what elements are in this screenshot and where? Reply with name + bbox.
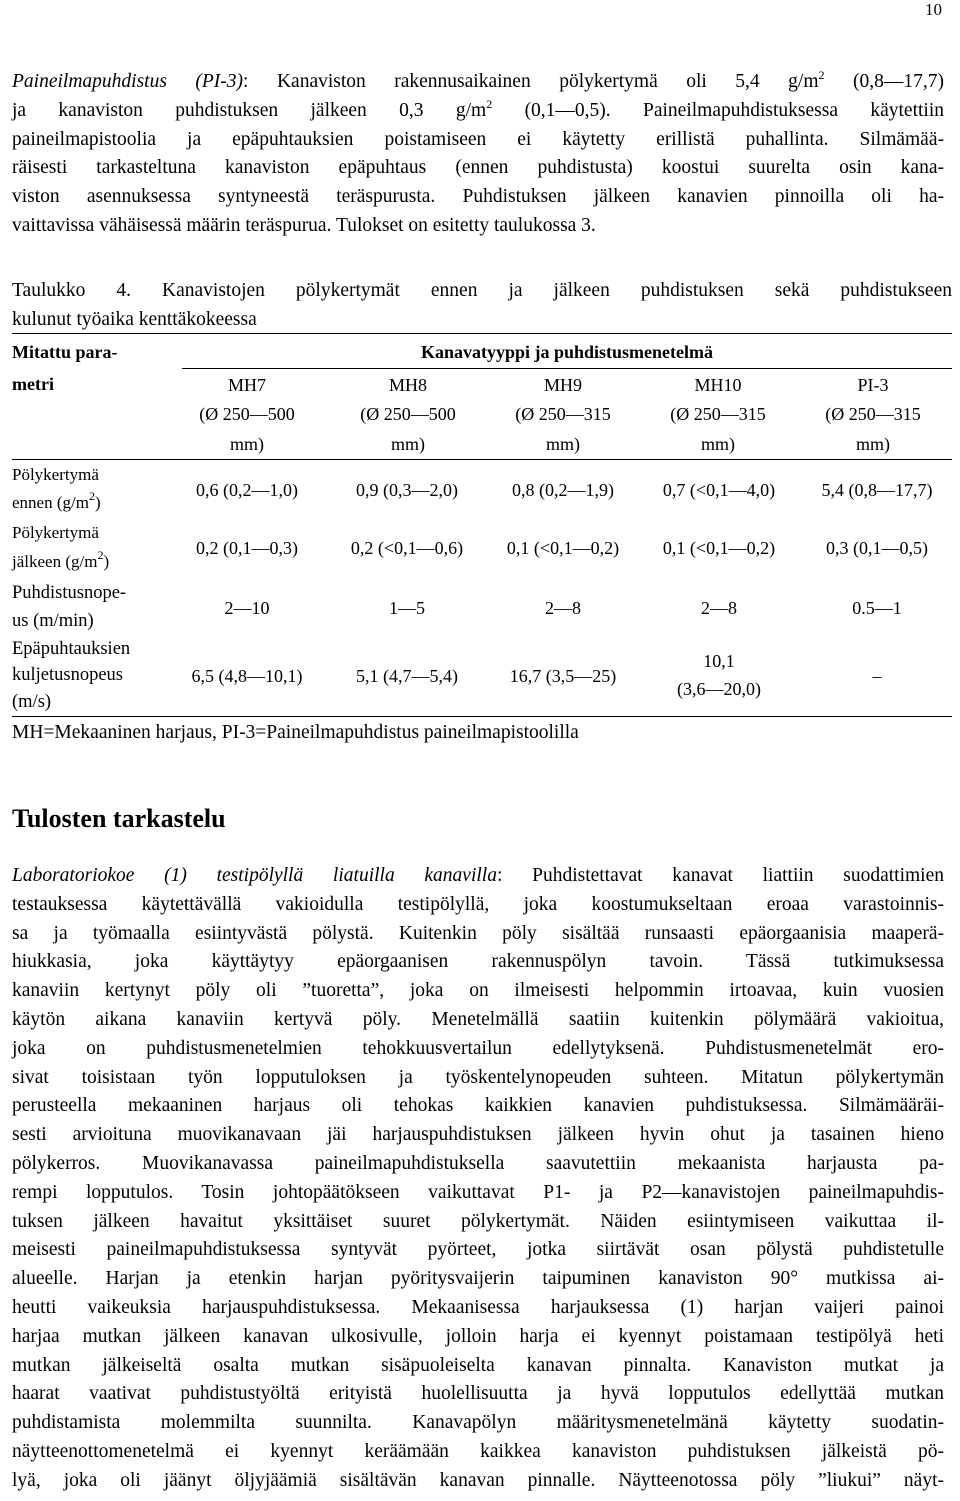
param-header-cont: metri bbox=[12, 374, 54, 394]
intro-line: Paineilmapuhdistus (PI-3): Kanaviston rakennusaikainen pölykertymä oli 5,4 $g/m^2$ (0,8—17,7) bbox=[12, 68, 944, 92]
col-header-name: MH8 bbox=[388, 375, 427, 395]
body-line: haarat vaativat puhdistustyöltä erityistä huolellisuutta ja hyvä lopputulos edellyttää mutkan bbox=[12, 1383, 944, 1405]
table-cell: 0.5—1 bbox=[852, 598, 902, 618]
body-line: joka on puhdistusmenetelmien tehokkuusvertailun edellytyksenä. Puhdistusmenetelmät ero- bbox=[12, 1037, 944, 1059]
col-header-unit: mm) bbox=[391, 434, 425, 454]
row-label: us (m/min) bbox=[12, 611, 94, 631]
intro-line: vaittavissa vähäisessä määrin teräspurua. Tulokset on esitetty taulukossa 3. bbox=[12, 214, 596, 236]
table-cell: 0,9 (0,3—2,0) bbox=[356, 480, 458, 500]
body-line: perusteella mekaaninen harjaus oli tehokas kaikkien kanavien puhdistuksessa. Silmämääräi- bbox=[12, 1095, 944, 1117]
body-line: sa ja työmaalla esiintyvästä pölystä. Kuitenkin pöly sisältää runsaasti epäorgaanisia maaperä- bbox=[12, 922, 944, 944]
body-line: käytön aikana kanaviin kertyvä pöly. Menetelmällä saatiin kuitenkin pölymäärä vakioitua, bbox=[12, 1008, 944, 1030]
table-cell: 16,7 (3,5—25) bbox=[509, 666, 617, 686]
body-line: sesti arvioituna muovikanavaan jäi harjauspuhdistuksen jälkeen hyvin ohut ja tasainen hieno bbox=[12, 1124, 944, 1146]
body-line: pölykerros. Muovikanavassa paineilmapuhdistuksella saavutettiin mekaanista harjausta pa- bbox=[12, 1152, 944, 1174]
col-header-unit: mm) bbox=[856, 434, 890, 454]
body-line: meisesti paineilmapuhdistuksessa syntyvät pyörteet, jotka siirtävät osan pölystä puhdistetulle bbox=[12, 1239, 944, 1261]
table-cell: 0,3 (0,1—0,5) bbox=[826, 538, 928, 558]
table-bottom-rule bbox=[12, 716, 952, 717]
table-top-rule bbox=[12, 333, 952, 334]
table-cell: – bbox=[872, 666, 882, 686]
body-line: näytteenottomenetelmä ei kyennyt keräämään kaikkea kanaviston puhdistuksen jälkeistä pö- bbox=[12, 1440, 944, 1462]
table-cell: 0,1 (<0,1—0,2) bbox=[506, 538, 620, 558]
col-header-dim: (Ø 250—315 bbox=[825, 404, 921, 424]
table-cell: 0,7 (<0,1—4,0) bbox=[662, 480, 776, 500]
section-heading: Tulosten tarkastelu bbox=[12, 804, 226, 833]
body-line: lyä, joka oli jäänyt öljyjäämiä sisältävän kanavan pinnalle. Näytteenotossa pöly ”liukui” näyt- bbox=[12, 1469, 944, 1491]
col-header-dim: (Ø 250—500 bbox=[199, 404, 295, 424]
table-cell: 2—8 bbox=[545, 598, 581, 618]
col-header-unit: mm) bbox=[546, 434, 580, 454]
col-header-dim: (Ø 250—315 bbox=[670, 404, 766, 424]
row-label: ennen $(g/m^2)$ bbox=[12, 489, 101, 512]
body-line: mutkan jälkeiseltä osalta mutkan sisäpuoleiselta kanavan pinnalta. Kanaviston mutkat ja bbox=[12, 1354, 944, 1376]
table-group-rule bbox=[182, 368, 952, 369]
body-line: harjaa mutkan jälkeen kanavan ulkosivulle, jolloin harja ei kyennyt poistamaan testipölyä heti bbox=[12, 1325, 944, 1347]
col-header-name: MH10 bbox=[694, 375, 742, 395]
intro-line: paineilmapistoolia ja epäpuhtauksien poistamiseen ei käytetty erillistä puhallinta. Silmämää- bbox=[12, 128, 944, 150]
intro-line: viston asennuksessa syntyneestä teräspurusta. Puhdistuksen jälkeen kanavien pinnoilla oli ha- bbox=[12, 186, 944, 208]
col-header-name: MH9 bbox=[543, 375, 582, 395]
table-cell: 5,4 (0,8—17,7) bbox=[821, 480, 933, 500]
body-paragraph bbox=[12, 862, 944, 1496]
body-line: kanaviin kertynyt pöly oli ”tuoretta”, joka on ilmeisesti helpommin irtoavaa, kuin vuosien bbox=[12, 980, 944, 1002]
col-header-unit: mm) bbox=[230, 434, 264, 454]
page-number: 10 bbox=[925, 0, 942, 19]
table-cell: 0,1 (<0,1—0,2) bbox=[662, 538, 776, 558]
table-cell: 0,6 (0,2—1,0) bbox=[196, 480, 298, 500]
table-cell: 1—5 bbox=[389, 598, 425, 618]
table-cell: 0,2 (0,1—0,3) bbox=[196, 538, 298, 558]
intro-line: ja kanaviston puhdistuksen jälkeen 0,3 $g/m^2$ (0,1—0,5). Paineilmapuhdistuksessa käytettiin bbox=[12, 96, 944, 121]
body-line: hiukkasia, joka käyttäytyy epäorgaanisen rakennuspölyn tavoin. Tässä tutkimuksessa bbox=[12, 951, 944, 973]
body-line: heutti vaikeuksia harjauspuhdistuksessa. Mekaanisessa harjauksessa (1) harjan vaijeri painoi bbox=[12, 1296, 944, 1318]
body-line: alueelle. Harjan ja etenkin harjan pyöritysvaijerin taipuminen kanaviston 90° mutkissa ai- bbox=[12, 1268, 944, 1290]
col-header-dim: (Ø 250—500 bbox=[360, 404, 456, 424]
group-header: Kanavatyyppi ja puhdistusmenetelmä bbox=[420, 342, 714, 362]
body-line: sivat toisistaan työn lopputuloksen ja työskentelynopeuden suhteen. Mitatun pölykertymän bbox=[12, 1066, 944, 1088]
body-line: testauksessa käytettävällä vakioidulla testipölyllä, joka koostumukseltaan eroaa varastoinnis- bbox=[12, 893, 944, 915]
col-header-name: PI-3 bbox=[857, 375, 889, 395]
table-cell: 5,1 (4,7—5,4) bbox=[356, 666, 458, 686]
row-label: (m/s) bbox=[12, 692, 52, 712]
body-line: puhdistamista molemmilta suunnilta. Kanavapölyn määritysmenetelmänä käytetty suodatin- bbox=[12, 1412, 944, 1434]
table-header-rule bbox=[12, 459, 952, 460]
table-caption-line: Taulukko 4. Kanavistojen pölykertymät ennen ja jälkeen puhdistuksen sekä puhdistukseen bbox=[12, 280, 952, 301]
table-cell: 2—10 bbox=[224, 598, 270, 618]
row-label: Epäpuhtauksien bbox=[12, 639, 131, 659]
table-footnote: MH=Mekaaninen harjaus, PI-3=Paineilmapuhdistus paineilmapistoolilla bbox=[12, 722, 579, 743]
table-caption bbox=[12, 276, 952, 334]
table-cell: 0,2 (<0,1—0,6) bbox=[350, 538, 464, 558]
param-header: Mitattu para- bbox=[12, 342, 118, 362]
row-label: Pölykertymä bbox=[12, 523, 99, 542]
row-label: kuljetusnopeus bbox=[12, 665, 123, 685]
table-cell: 6,5 (4,8—10,1) bbox=[191, 666, 303, 686]
table-caption-line: kulunut työaika kenttäkokeessa bbox=[12, 309, 257, 330]
body-line: Laboratoriokoe (1) testipölyllä liatuilla kanavilla: Puhdistettavat kanavat liattiin suodattimien bbox=[12, 865, 944, 886]
row-label: Pölykertymä bbox=[12, 465, 99, 484]
intro-line: räisesti tarkasteltuna kanaviston epäpuhtaus (ennen puhdistusta) koostui suurelta osin kana- bbox=[12, 157, 944, 179]
table-cell: 10,1 bbox=[703, 651, 735, 671]
row-label: Puhdistusnope- bbox=[12, 583, 127, 603]
body-line: rempi lopputulos. Tosin johtopäätökseen vaikuttavat P1- ja P2—kanavistojen paineilmapuhdis- bbox=[12, 1181, 944, 1203]
table-cell: (3,6—20,0) bbox=[677, 679, 761, 699]
intro-paragraph bbox=[12, 68, 944, 241]
body-line: tuksen jälkeen havaitut yksittäiset suuret pölykertymät. Näiden esiintymiseen vaikuttaa il- bbox=[12, 1210, 944, 1232]
table-cell: 2—8 bbox=[701, 598, 737, 618]
col-header-unit: mm) bbox=[701, 434, 735, 454]
col-header-dim: (Ø 250—315 bbox=[515, 404, 611, 424]
row-label: jälkeen $(g/m^2)$ bbox=[12, 548, 110, 571]
table-cell: 0,8 (0,2—1,9) bbox=[512, 480, 614, 500]
col-header-name: MH7 bbox=[227, 375, 266, 395]
